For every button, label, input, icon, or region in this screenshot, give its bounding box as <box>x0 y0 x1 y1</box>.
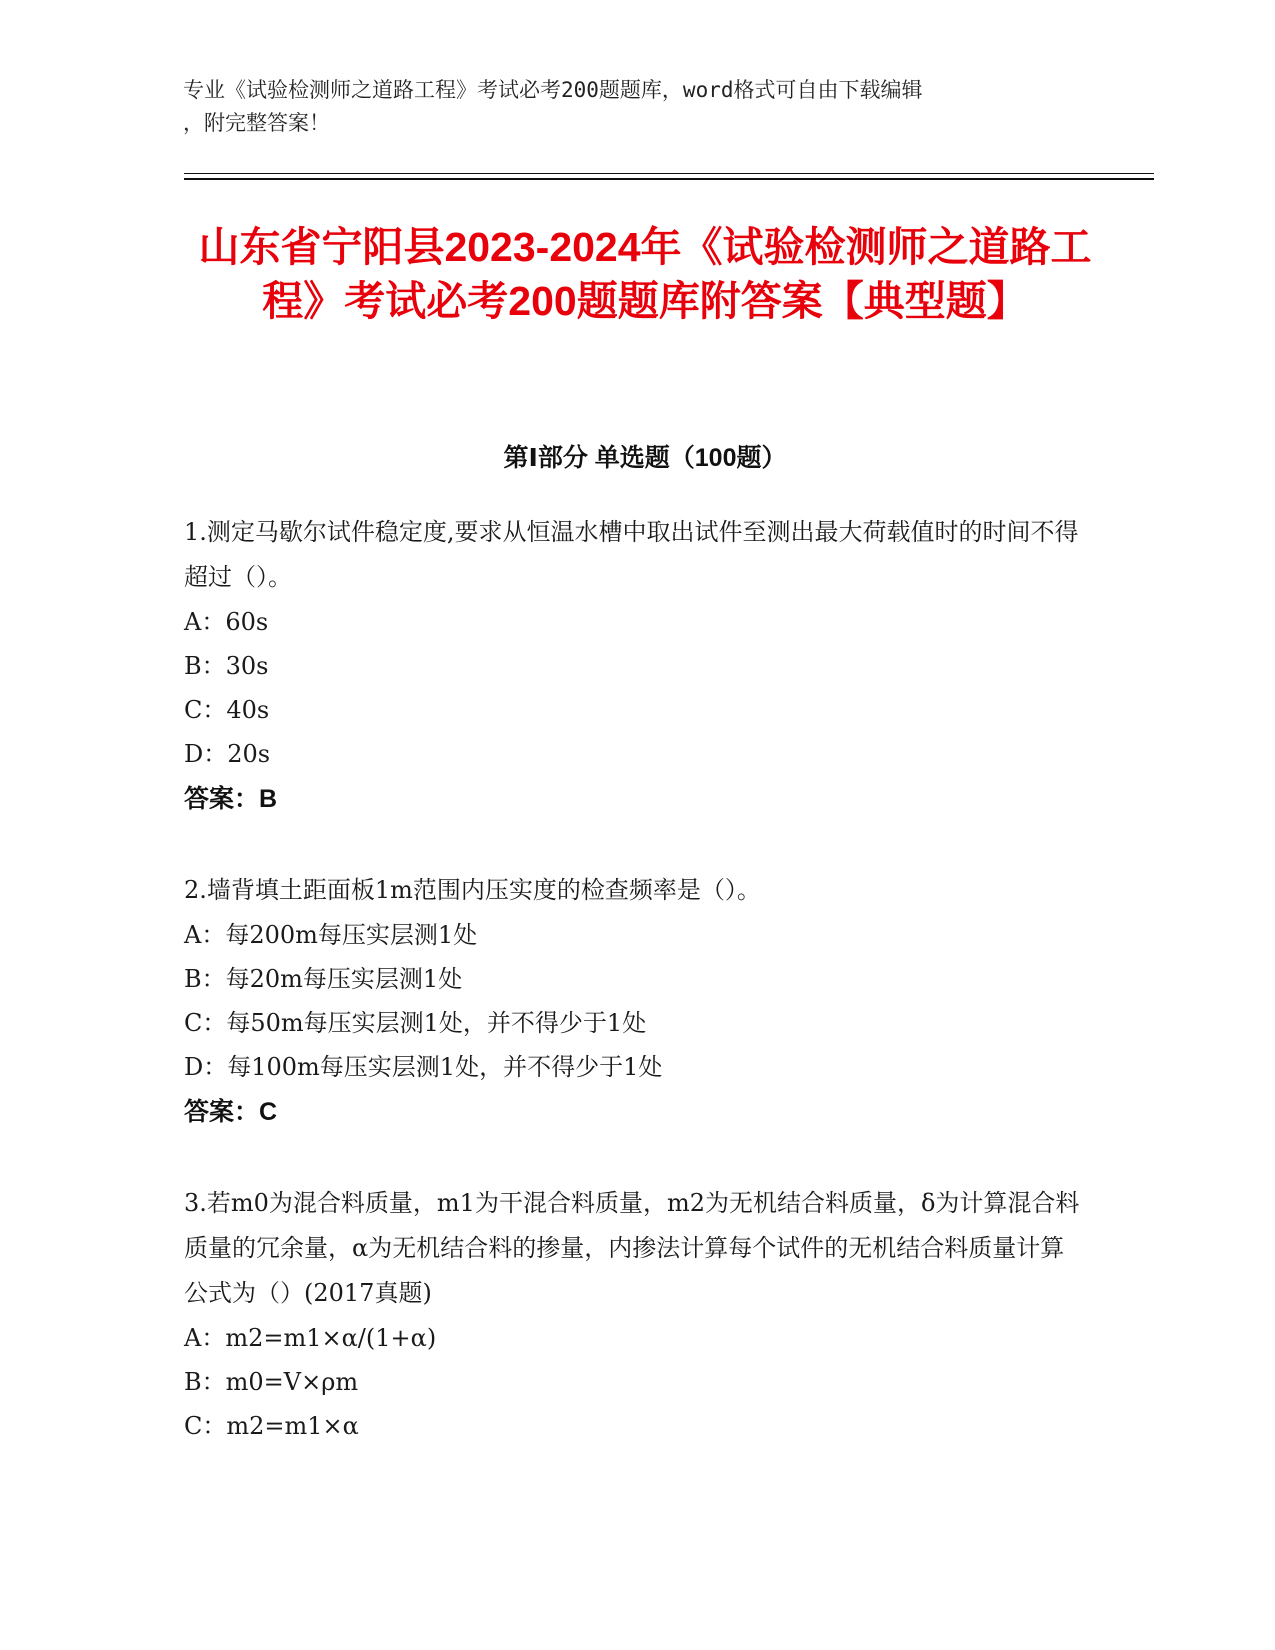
header-divider-thin <box>184 173 1154 174</box>
option-c: C：m2=m1×α <box>184 1412 359 1440</box>
header-note-line-2: ，附完整答案！ <box>183 111 330 135</box>
option-b: B：每20m每压实层测1处 <box>184 965 463 993</box>
header-note-line-1: 专业《试验检测师之道路工程》考试必考200题题库，word格式可自由下载编辑 <box>183 78 923 102</box>
header-divider-thick <box>184 178 1154 180</box>
option-a: A：每200m每压实层测1处 <box>184 921 478 949</box>
answer-line: 答案：C <box>184 1098 278 1126</box>
question-stem: 2.墙背填土距面板1m范围内压实度的检查频率是（）。 <box>184 876 761 904</box>
section-heading: 第Ⅰ部分 单选题（100题） <box>503 444 787 472</box>
question-stem: 3.若m0为混合料质量，m1为干混合料质量，m2为无机结合料质量，δ为计算混合料质量的冗余量，α为无机结合料的掺量，内掺法计算每个试件的无机结合料质量计算公式为（）(2017真题) <box>184 1189 1080 1307</box>
document-title: 山东省宁阳县2023-2024年《试验检测师之道路工程》考试必考200题题库附答案【典型题】 <box>198 224 1092 324</box>
option-b: B：30s <box>184 652 269 680</box>
question-2 <box>184 868 1084 1135</box>
option-a: A：m2=m1×α/(1+α) <box>184 1324 437 1352</box>
header-note <box>183 74 1063 140</box>
answer-line: 答案：B <box>184 785 278 813</box>
option-c: C：40s <box>184 696 270 724</box>
question-1 <box>184 510 1084 822</box>
option-d: D：20s <box>184 740 271 768</box>
question-stem: 1.测定马歇尔试件稳定度,要求从恒温水槽中取出试件至测出最大荷载值时的时间不得超过（）。 <box>184 518 1079 591</box>
option-d: D：每100m每压实层测1处，并不得少于1处 <box>184 1053 663 1081</box>
option-b: B：m0=V×ρm <box>184 1368 359 1396</box>
question-list <box>184 510 1084 1494</box>
option-a: A：60s <box>184 608 269 636</box>
question-3 <box>184 1181 1084 1448</box>
option-c: C：每50m每压实层测1处，并不得少于1处 <box>184 1009 647 1037</box>
